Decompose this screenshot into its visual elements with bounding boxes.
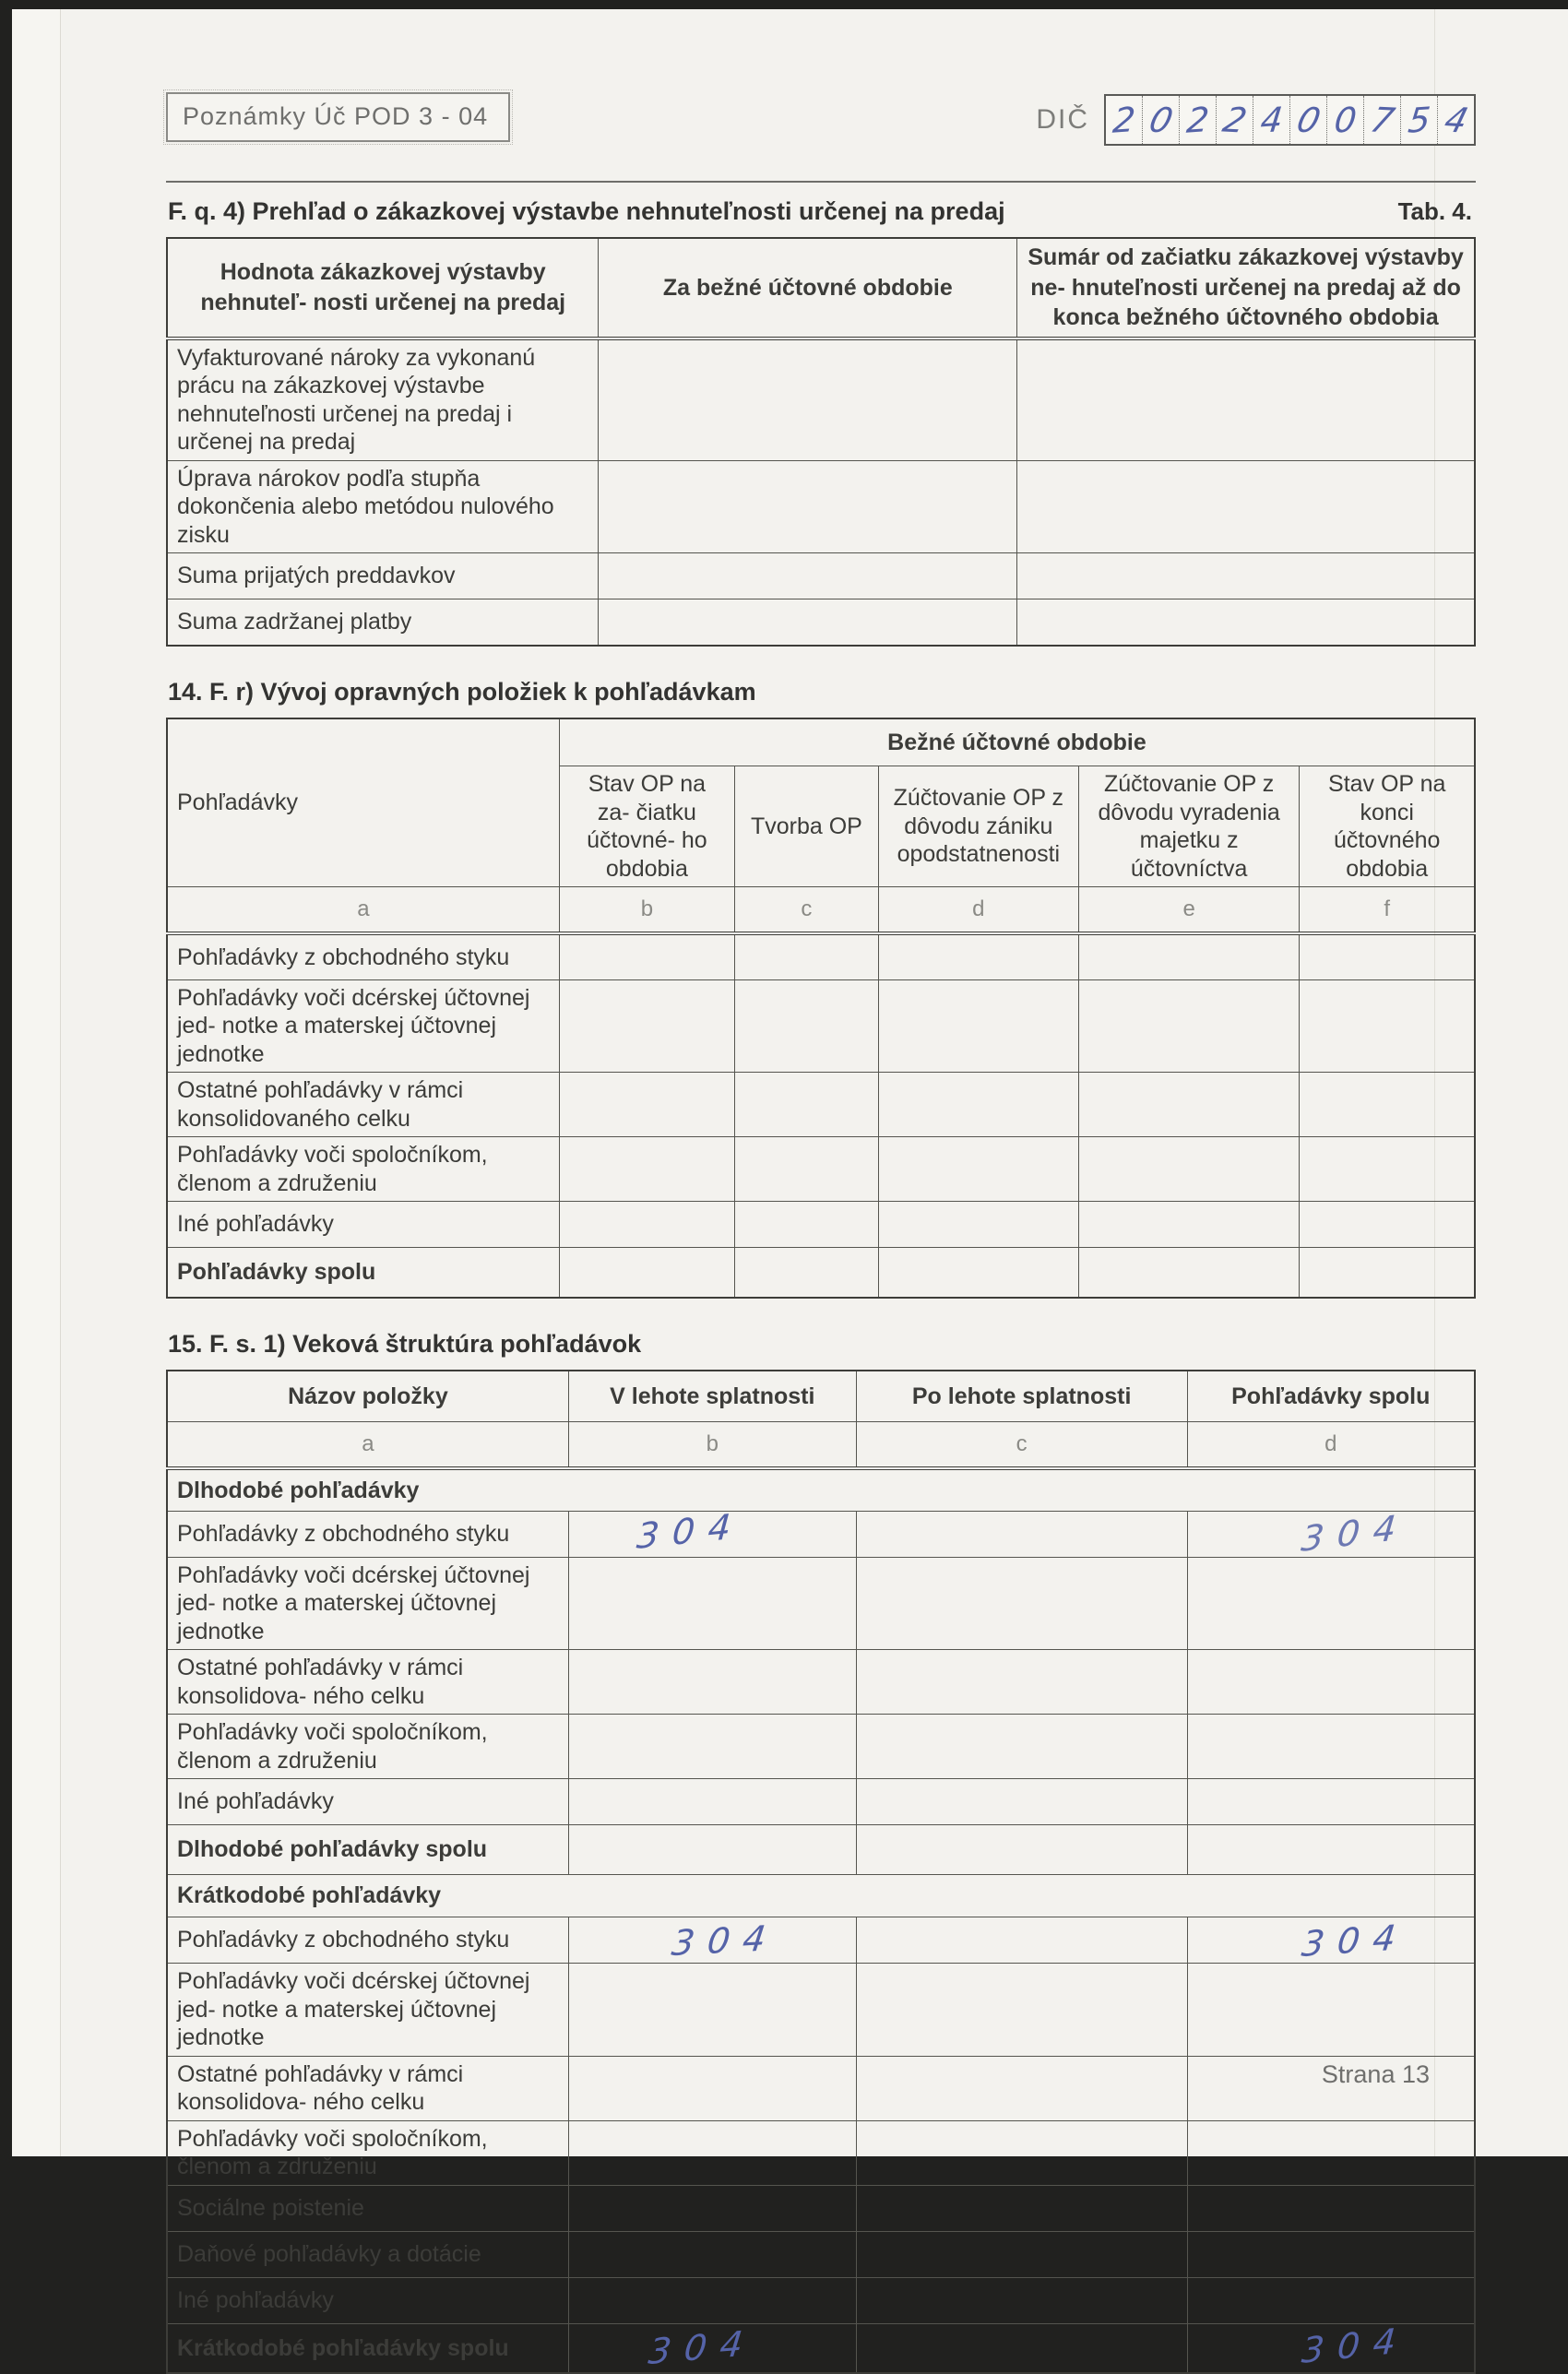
value-cell <box>559 979 734 1073</box>
row-label: Suma prijatých preddavkov <box>167 553 599 599</box>
handwritten-digit: 0 <box>1145 100 1177 140</box>
value-cell <box>568 2323 856 2373</box>
table-row <box>167 1650 1475 1715</box>
column-header: Stav OP na konci účtovného obdobia <box>1300 766 1475 887</box>
tab4-label: Tab. 4. <box>1398 197 1472 226</box>
column-header: Pohľadávky spolu <box>1187 1371 1475 1422</box>
table-row <box>167 1917 1475 1964</box>
value-cell <box>1187 1511 1475 1557</box>
value-cell <box>1300 933 1475 979</box>
table-total-row <box>167 1248 1475 1298</box>
value-cell <box>734 979 878 1073</box>
table-row <box>167 1511 1475 1557</box>
dic-digit-cell <box>1438 96 1474 144</box>
column-letter: b <box>559 887 734 934</box>
row-label: Iné pohľadávky <box>167 2277 568 2323</box>
section-fq4-title-row <box>168 197 1476 226</box>
value-cell <box>1078 1073 1300 1137</box>
handwritten-digit: 2 <box>1218 100 1251 140</box>
handwritten-digit: 4 <box>1440 100 1472 140</box>
column-header: Zúčtovanie OP z dôvodu zániku opodstatnenosti <box>878 766 1078 887</box>
value-cell <box>1300 1248 1475 1298</box>
value-cell <box>1017 553 1475 599</box>
table-total-row <box>167 1825 1475 1875</box>
section-label: Krátkodobé pohľadávky <box>167 1875 1475 1917</box>
row-label: Iné pohľadávky <box>167 1779 568 1825</box>
value-cell <box>856 1715 1187 1779</box>
value-cell <box>568 2185 856 2231</box>
dic-digit-cell <box>1401 96 1438 144</box>
row-label: Pohľadávky z obchodného styku <box>167 1511 568 1557</box>
row-label: Iné pohľadávky <box>167 1202 559 1248</box>
value-cell <box>568 2231 856 2277</box>
form-id-box: Poznámky Úč POD 3 - 04 <box>166 92 510 142</box>
row-label: Pohľadávky voči dcérskej účtovnej jed- notke a materskej účtovnej jednotke <box>167 1557 568 1650</box>
table-row <box>167 1715 1475 1779</box>
handwritten-value: 304 <box>1300 1916 1411 1965</box>
handwritten-digit: 0 <box>1332 100 1358 141</box>
value-cell <box>568 2277 856 2323</box>
handwritten-digit: 4 <box>1258 100 1284 141</box>
value-cell <box>856 1964 1187 2057</box>
value-cell <box>1187 2231 1475 2277</box>
value-cell <box>734 1202 878 1248</box>
column-header: Stav OP na za- čiatku účtovné- ho obdobia <box>559 766 734 887</box>
table-fq4-header-row <box>167 238 1475 338</box>
value-cell <box>1078 933 1300 979</box>
value-cell <box>1187 2120 1475 2185</box>
value-cell <box>1300 1202 1475 1248</box>
table-15-header-row <box>167 1371 1475 1422</box>
value-cell <box>856 1825 1187 1875</box>
row-label: Úprava nárokov podľa stupňa dokončenia alebo metódou nulového zisku <box>167 460 599 553</box>
section-15-title: 15. F. s. 1) Veková štruktúra pohľadávok <box>168 1330 641 1359</box>
value-cell <box>734 933 878 979</box>
handwritten-value: 304 <box>1300 1505 1411 1561</box>
value-cell <box>599 338 1017 461</box>
dic-digit-cell <box>1180 96 1217 144</box>
value-cell <box>878 979 1078 1073</box>
table-row <box>167 2277 1475 2323</box>
handwritten-value: 304 <box>647 2321 758 2373</box>
handwritten-digit: 7 <box>1366 100 1398 140</box>
value-cell <box>568 2120 856 2185</box>
row-label: Pohľadávky spolu <box>167 1248 559 1298</box>
dic-field <box>1036 94 1476 146</box>
value-cell <box>559 1073 734 1137</box>
dic-digit-cells <box>1104 94 1476 146</box>
page-margin-strip <box>12 9 61 2156</box>
value-cell <box>559 1248 734 1298</box>
handwritten-digit: 2 <box>1111 100 1136 141</box>
row-label: Ostatné pohľadávky v rámci konsolidova- ného celku <box>167 2056 568 2120</box>
page-number: Strana 13 <box>1322 2060 1430 2089</box>
row-label: Pohľadávky voči spoločníkom, členom a združeniu <box>167 2120 568 2185</box>
value-cell <box>559 1137 734 1202</box>
column-header: Sumár od začiatku zákazkovej výstavby ne- hnuteľnosti určenej na predaj až do konca bežného účtovného obdobia <box>1017 238 1475 338</box>
column-letter: b <box>568 1422 856 1469</box>
table-row <box>167 338 1475 461</box>
value-cell <box>856 1779 1187 1825</box>
column-header: Zúčtovanie OP z dôvodu vyradenia majetku z účtovníctva <box>1078 766 1300 887</box>
span-header: Bežné účtovné obdobie <box>559 718 1475 766</box>
row-label: Suma zadržanej platby <box>167 599 599 646</box>
table-row <box>167 2120 1475 2185</box>
column-letter: c <box>856 1422 1187 1469</box>
value-cell <box>599 553 1017 599</box>
row-label: Ostatné pohľadávky v rámci konsolidova- ného celku <box>167 1650 568 1715</box>
table-row <box>167 2231 1475 2277</box>
dic-digit-cell <box>1253 96 1290 144</box>
handwritten-value: 304 <box>636 1504 745 1558</box>
table-row <box>167 553 1475 599</box>
table-row <box>167 1779 1475 1825</box>
column-header: Po lehote splatnosti <box>856 1371 1187 1422</box>
value-cell <box>734 1073 878 1137</box>
row-label: Krátkodobé pohľadávky spolu <box>167 2323 568 2373</box>
row-label: Pohľadávky z obchodného styku <box>167 933 559 979</box>
column-header: Hodnota zákazkovej výstavby nehnuteľ- nosti určenej na predaj <box>167 238 599 338</box>
value-cell <box>856 2120 1187 2185</box>
value-cell <box>856 1557 1187 1650</box>
value-cell <box>568 1917 856 1964</box>
section-14-title-row <box>168 678 1476 706</box>
table-row <box>167 1202 1475 1248</box>
value-cell <box>1078 1248 1300 1298</box>
value-cell <box>878 933 1078 979</box>
row-label: Vyfakturované nároky za vykonanú prácu na zákazkovej výstavbe nehnuteľnosti určenej na predaj i určenej na predaj <box>167 338 599 461</box>
value-cell <box>1187 1917 1475 1964</box>
value-cell <box>1187 1825 1475 1875</box>
value-cell <box>1187 1779 1475 1825</box>
table-14-letter-row <box>167 887 1475 934</box>
value-cell <box>1300 1137 1475 1202</box>
table-row <box>167 2056 1475 2120</box>
table-total-row <box>167 2323 1475 2373</box>
row-label: Pohľadávky voči spoločníkom, členom a združeniu <box>167 1715 568 1779</box>
value-cell <box>1300 1073 1475 1137</box>
column-letter: a <box>167 1422 568 1469</box>
table-row <box>167 1964 1475 2057</box>
dic-digit-cell <box>1327 96 1364 144</box>
column-letter: a <box>167 887 559 934</box>
value-cell <box>1187 2185 1475 2231</box>
dic-digit-cell <box>1143 96 1180 144</box>
handwritten-value: 304 <box>669 1917 780 1964</box>
value-cell <box>568 1825 856 1875</box>
value-cell <box>1078 1202 1300 1248</box>
handwritten-digit: 2 <box>1184 100 1210 141</box>
dic-digit-cell <box>1364 96 1401 144</box>
column-letter: d <box>878 887 1078 934</box>
value-cell <box>856 2277 1187 2323</box>
value-cell <box>734 1248 878 1298</box>
value-cell <box>1187 1715 1475 1779</box>
value-cell <box>1187 2277 1475 2323</box>
value-cell <box>599 460 1017 553</box>
column-letter: d <box>1187 1422 1475 1469</box>
value-cell <box>568 1779 856 1825</box>
table-row <box>167 599 1475 646</box>
row-label: Pohľadávky voči spoločníkom, členom a združeniu <box>167 1137 559 1202</box>
table-row <box>167 933 1475 979</box>
handwritten-value: 304 <box>1300 2319 1409 2372</box>
table-row <box>167 1137 1475 1202</box>
value-cell <box>1300 979 1475 1073</box>
value-cell <box>1187 2323 1475 2373</box>
table-15 <box>166 1370 1476 2374</box>
value-cell <box>856 1511 1187 1557</box>
value-cell <box>856 2056 1187 2120</box>
value-cell <box>568 1650 856 1715</box>
row-label: Pohľadávky z obchodného styku <box>167 1917 568 1964</box>
handwritten-digit: 5 <box>1406 100 1431 141</box>
table-15-letter-row <box>167 1422 1475 1469</box>
section-fq4-title: F. q. 4) Prehľad o zákazkovej výstavbe nehnuteľnosti určenej na predaj <box>168 197 1005 226</box>
page-header <box>166 92 1476 164</box>
table-14-span-header-row <box>167 718 1475 766</box>
table-row <box>167 2185 1475 2231</box>
value-cell <box>856 2323 1187 2373</box>
value-cell <box>1017 338 1475 461</box>
value-cell <box>568 2056 856 2120</box>
value-cell <box>1017 599 1475 646</box>
row-label: Sociálne poistenie <box>167 2185 568 2231</box>
table-fq4 <box>166 237 1476 647</box>
value-cell <box>856 1650 1187 1715</box>
value-cell <box>878 1248 1078 1298</box>
section-label: Dlhodobé pohľadávky <box>167 1468 1475 1511</box>
column-header: Pohľadávky <box>167 718 559 887</box>
row-label: Dlhodobé pohľadávky spolu <box>167 1825 568 1875</box>
column-header: V lehote splatnosti <box>568 1371 856 1422</box>
column-header: Názov položky <box>167 1371 568 1422</box>
table-row <box>167 1073 1475 1137</box>
section-header-row <box>167 1468 1475 1511</box>
column-letter: e <box>1078 887 1300 934</box>
section-header-row <box>167 1875 1475 1917</box>
value-cell <box>559 933 734 979</box>
row-label: Ostatné pohľadávky v rámci konsolidovaného celku <box>167 1073 559 1137</box>
dic-digit-cell <box>1290 96 1327 144</box>
value-cell <box>1078 1137 1300 1202</box>
table-row <box>167 460 1475 553</box>
row-label: Pohľadávky voči dcérskej účtovnej jed- notke a materskej účtovnej jednotke <box>167 1964 568 2057</box>
handwritten-digit: 0 <box>1292 100 1324 140</box>
value-cell <box>734 1137 878 1202</box>
scanned-page <box>12 9 1568 2156</box>
value-cell <box>1187 1964 1475 2057</box>
table-14 <box>166 718 1476 1299</box>
dic-label: DIČ <box>1036 104 1089 136</box>
value-cell <box>878 1202 1078 1248</box>
table-row <box>167 1557 1475 1650</box>
value-cell <box>878 1137 1078 1202</box>
value-cell <box>1187 1557 1475 1650</box>
table-row <box>167 979 1475 1073</box>
section-15-title-row <box>168 1330 1476 1359</box>
column-header: Za bežné účtovné obdobie <box>599 238 1017 338</box>
value-cell <box>599 599 1017 646</box>
value-cell <box>856 2231 1187 2277</box>
value-cell <box>1187 1650 1475 1715</box>
value-cell <box>856 2185 1187 2231</box>
value-cell <box>856 1917 1187 1964</box>
dic-digit-cell <box>1106 96 1143 144</box>
section-14-title: 14. F. r) Vývoj opravných položiek k pohľadávkam <box>168 678 756 706</box>
value-cell <box>1017 460 1475 553</box>
value-cell <box>559 1202 734 1248</box>
column-header: Tvorba OP <box>734 766 878 887</box>
value-cell <box>878 1073 1078 1137</box>
value-cell <box>568 1964 856 2057</box>
row-label: Daňové pohľadávky a dotácie <box>167 2231 568 2277</box>
column-letter: c <box>734 887 878 934</box>
value-cell <box>1078 979 1300 1073</box>
header-divider <box>166 181 1476 183</box>
dic-digit-cell <box>1217 96 1253 144</box>
column-letter: f <box>1300 887 1475 934</box>
row-label: Pohľadávky voči dcérskej účtovnej jed- notke a materskej účtovnej jednotke <box>167 979 559 1073</box>
value-cell <box>568 1715 856 1779</box>
value-cell <box>568 1511 856 1557</box>
value-cell <box>568 1557 856 1650</box>
